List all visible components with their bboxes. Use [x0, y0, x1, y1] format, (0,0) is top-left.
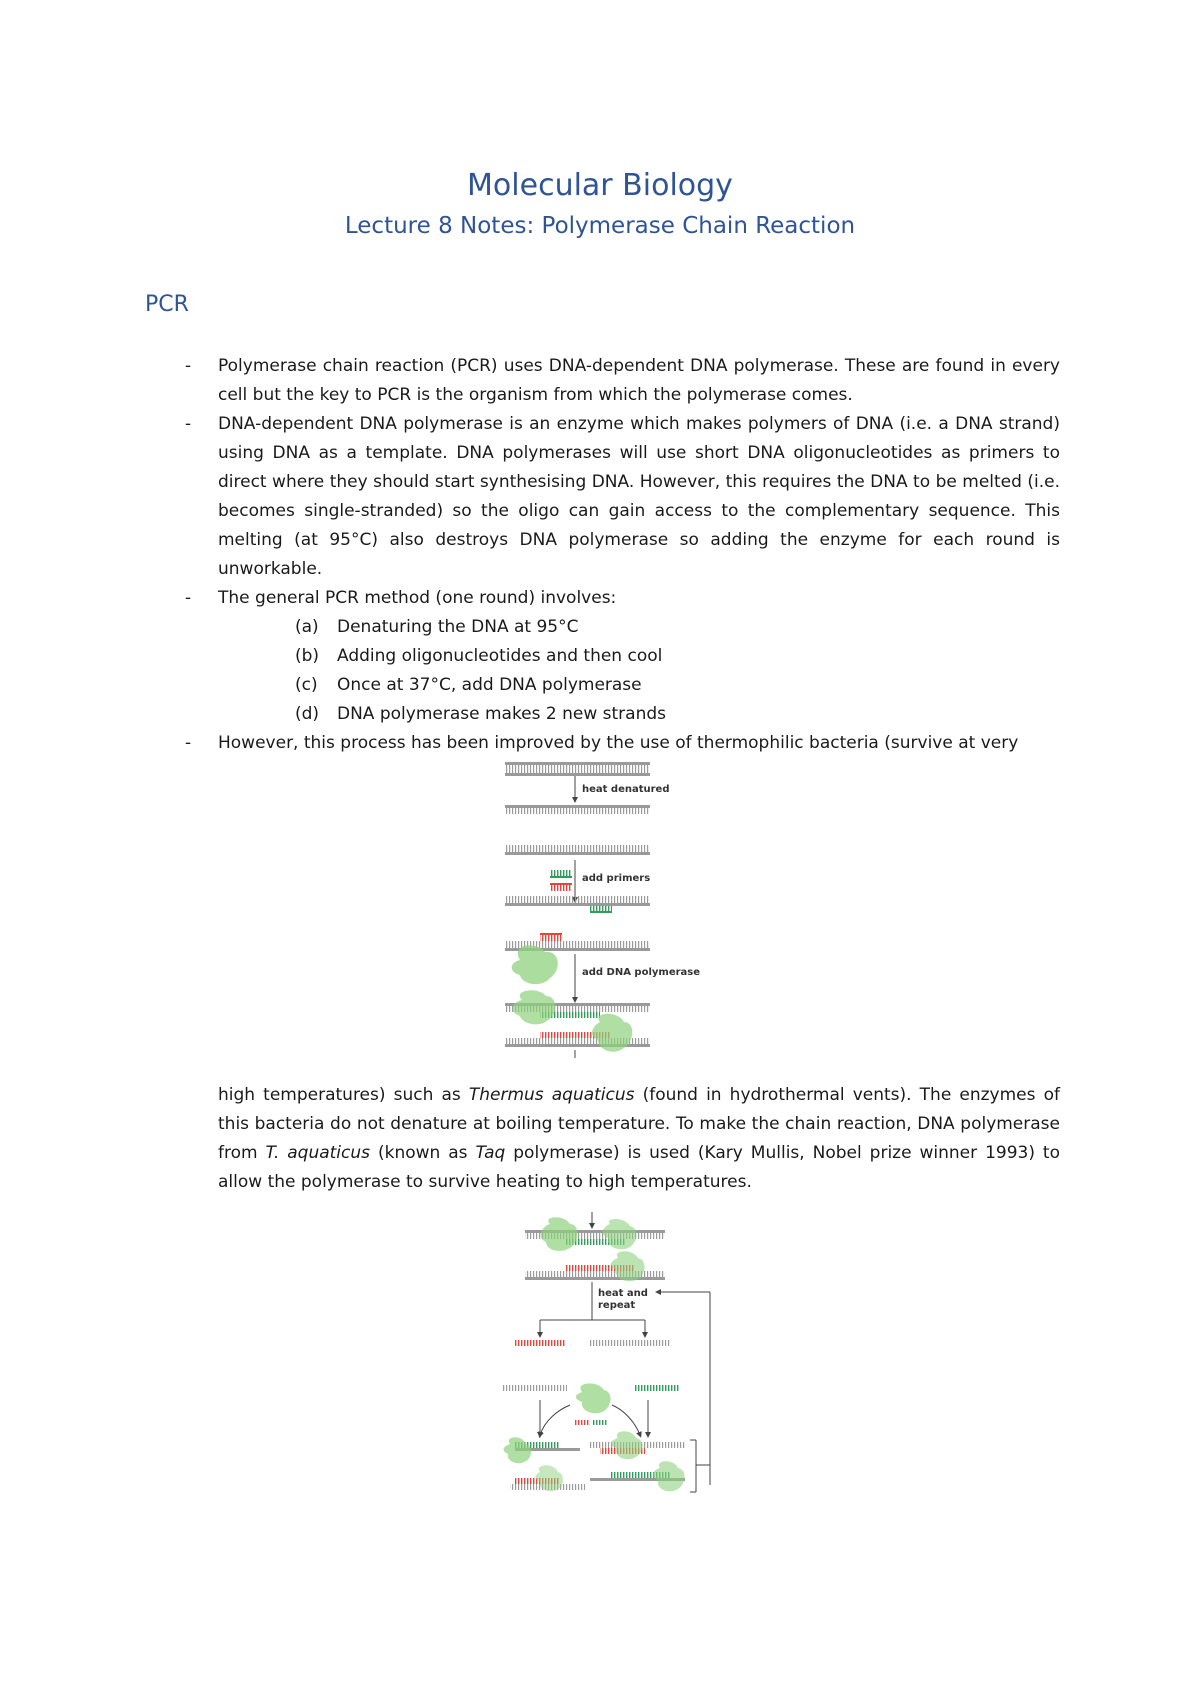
text-run: polymerase) is used (Kary Mullis, Nobel prize winner 1993) to allow the polymerase to survive heating to high temperatures. — [218, 1143, 1060, 1192]
dna-strand — [502, 1385, 567, 1391]
italic-term: Taq — [475, 1143, 506, 1163]
step-label: (b) — [295, 646, 320, 666]
italic-term: T. aquaticus — [265, 1143, 371, 1163]
dna-strand — [505, 845, 650, 852]
red-primer — [540, 935, 562, 941]
polymerase-blob — [576, 1383, 611, 1413]
step-item — [295, 700, 666, 729]
red-primer — [575, 1420, 589, 1425]
step-text: Once at 37°C, add DNA polymerase — [337, 675, 642, 695]
step-label: (a) — [295, 617, 319, 637]
dna-strand — [505, 773, 650, 776]
bullet-text-3: The general PCR method (one round) involves: — [218, 588, 617, 608]
step-text: DNA polymerase makes 2 new strands — [337, 704, 667, 724]
step-item — [295, 642, 662, 671]
pcr-cycle-figure — [500, 1210, 720, 1530]
dna-strand — [505, 903, 650, 906]
section-heading: PCR — [145, 292, 189, 317]
dna-strand — [505, 765, 650, 773]
polymerase-blob — [513, 990, 556, 1024]
step-label: repeat — [598, 1300, 636, 1311]
page-subtitle: Lecture 8 Notes: Polymerase Chain Reaction — [344, 213, 856, 239]
polymerase-blob — [541, 1217, 578, 1251]
dna-strand — [590, 1340, 670, 1346]
step-item — [295, 671, 642, 700]
green-primer — [550, 876, 572, 878]
green-primer — [635, 1385, 680, 1391]
step-text: Adding oligonucleotides and then cool — [337, 646, 663, 666]
page-title: Molecular Biology — [467, 168, 733, 203]
continuation-paragraph — [218, 1081, 1060, 1197]
bullet-text-4: However, this process has been improved by the use of thermophilic bacteria (survive at very — [218, 733, 1019, 753]
dna-strand — [525, 1277, 665, 1280]
bullet-marker: - — [185, 414, 192, 434]
polymerase-blob — [512, 945, 558, 984]
dna-strand — [505, 808, 650, 814]
dna-strand — [505, 1044, 650, 1047]
polymerase-blob — [611, 1431, 643, 1459]
green-primer — [550, 870, 572, 876]
dna-strand — [525, 1271, 665, 1277]
green-primer — [590, 911, 612, 913]
dna-strand — [505, 762, 650, 765]
connector-curve — [612, 1405, 640, 1435]
bullet-marker: - — [185, 733, 192, 753]
pcr-steps-figure — [500, 760, 701, 1060]
step-label: heat and — [598, 1288, 648, 1299]
step-item — [295, 613, 579, 642]
bullet-text-2: DNA-dependent DNA polymerase is an enzyme which makes polymers of DNA (i.e. a DNA strand) using DNA as a template. DNA polymerases will use short DNA oligonucleotides as primers to direct where they should start synthesising DNA. However, this requires the DNA to be melted (i.e. becomes single-stranded) so the oligo can gain access to the complementary sequence. This melting (at 95°C) also destroys DNA polymerase so adding the enzyme for each round is unworkable. — [218, 414, 1060, 579]
bullet-marker: - — [185, 356, 192, 376]
step-label: (c) — [295, 675, 318, 695]
dna-strand — [505, 896, 650, 903]
italic-term: Thermus aquaticus — [468, 1085, 635, 1105]
step-label: add primers — [582, 873, 651, 884]
bullet-marker: - — [185, 588, 192, 608]
connector-curve — [540, 1405, 570, 1435]
dna-strand — [505, 805, 650, 808]
red-primer — [515, 1340, 565, 1346]
text-run: (known as — [370, 1143, 476, 1163]
step-label: heat denatured — [582, 784, 670, 795]
red-primer — [540, 933, 562, 935]
step-text: Denaturing the DNA at 95°C — [337, 617, 579, 637]
dna-strand — [505, 852, 650, 855]
green-primer — [593, 1420, 607, 1425]
step-label: add DNA polymerase — [582, 967, 701, 978]
text-run: (found in hydrothermal vents). The enzymes of this bacteria do not denature at boiling temperature. To make the chain reaction, DNA polymerase from — [218, 1085, 1060, 1163]
text-run: high temperatures) such as — [218, 1085, 469, 1105]
step-label: (d) — [295, 704, 320, 724]
polymerase-blob — [653, 1461, 685, 1491]
polymerase-blob — [504, 1437, 532, 1463]
bullet-text-1: Polymerase chain reaction (PCR) uses DNA-dependent DNA polymerase. These are found in every cell but the key to PCR is the organism from which the polymerase comes. — [218, 356, 1060, 405]
red-primer — [550, 883, 572, 885]
red-primer — [550, 885, 572, 891]
